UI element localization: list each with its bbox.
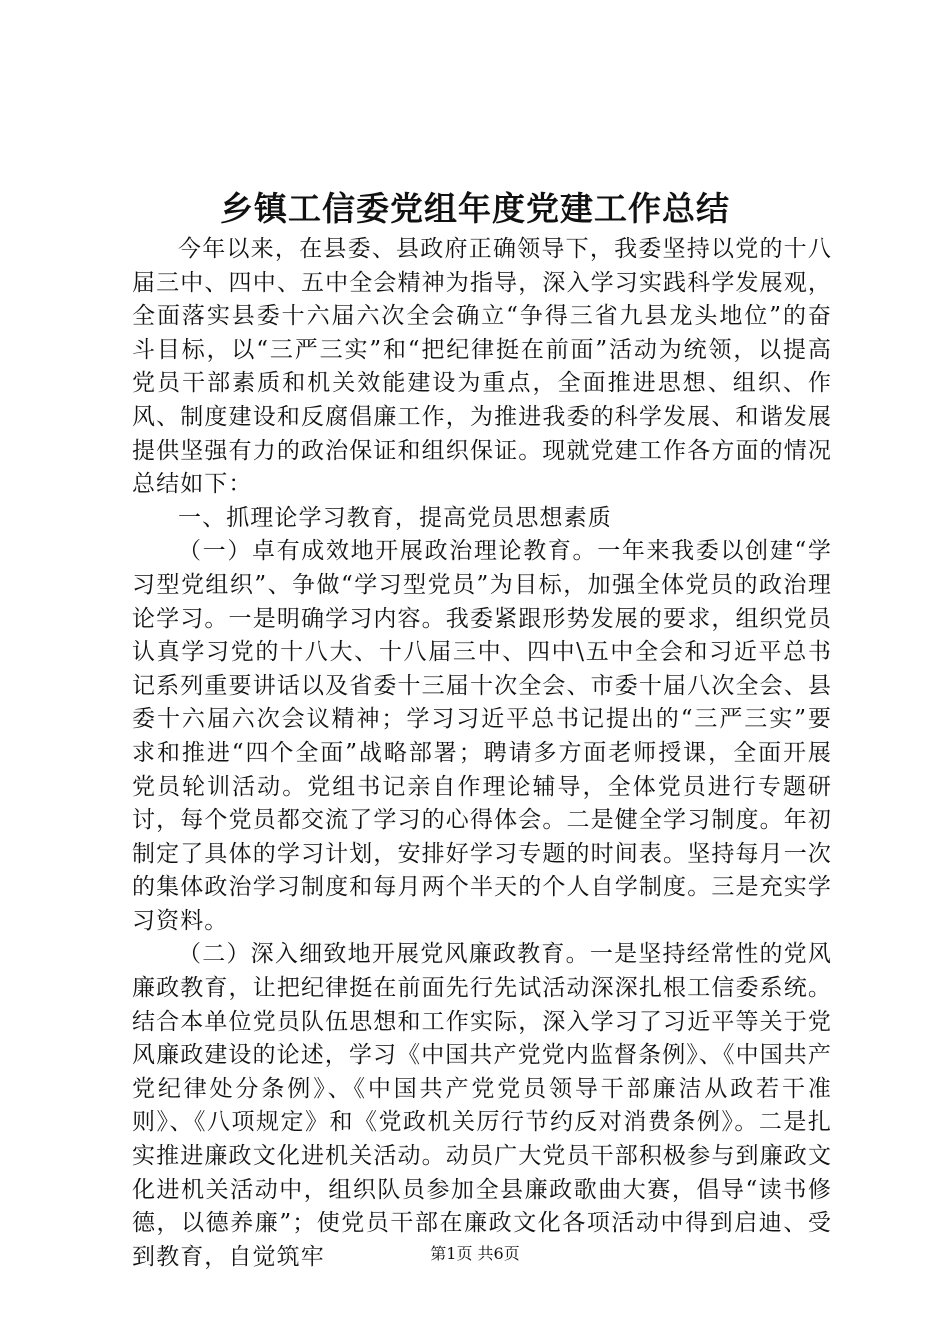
page-number-footer: 第1页 共6页 [430,1244,520,1263]
document-title: 乡镇工信委党组年度党建工作总结 [220,189,730,228]
document-body [132,233,832,1274]
paragraph-subsection-2: （二）深入细致地开展党风廉政教育。一是坚持经常性的党风廉政教育，让把纪律挺在前面先行先试活动深深扎根工信委系统。结合本单位党员队伍思想和工作实际，深入学习了习近平等关于党风廉政建设的论述，学习《中国共产党党内监督条例》、《中国共产党纪律处分条例》、《中国共产党党员领导干部廉洁从政若干准则》、《八项规定》和《党政机关厉行节约反对消费条例》。二是扎实推进廉政文化进机关活动。动员广大党员干部积极参与到廉政文化进机关活动中，组织队员参加全县廉政歌曲大赛，倡导“读书修德，以德养廉”；使党员干部在廉政文化各项活动中得到启迪、受到教育，自觉筑牢 [132,941,832,1270]
paragraph-intro: 今年以来，在县委、县政府正确领导下，我委坚持以党的十八届三中、四中、五中全会精神为指导，深入学习实践科学发展观，全面落实县委十六届六次全会确立“争得三省九县龙头地位”的奋斗目标，以“三严三实”和“把纪律挺在前面”活动为统领，以提高党员干部素质和机关效能建设为重点，全面推进思想、组织、作风、制度建设和反腐倡廉工作，为推进我委的科学发展、和谐发展提供坚强有力的政治保证和组织保证。现就党建工作各方面的情况总结如下： [132,236,832,498]
paragraph-subsection-1: （一）卓有成效地开展政治理论教育。一年来我委以创建“学习型党组织”、争做“学习型党员”为目标，加强全体党员的政治理论学习。一是明确学习内容。我委紧跟形势发展的要求，组织党员认真学习党的十八大、十八届三中、四中\五中全会和习近平总书记系列重要讲话以及省委十三届十次全会、市委十届八次全会、县委十六届六次会议精神；学习习近平总书记提出的“三严三实”要求和推进“四个全面”战略部署；聘请多方面老师授课，全面开展党员轮训活动。党组书记亲自作理论辅导，全体党员进行专题研讨，每个党员都交流了学习的心得体会。二是健全学习制度。年初制定了具体的学习计划，安排好学习专题的时间表。坚持每月一次的集体政治学习制度和每月两个半天的个人自学制度。三是充实学习资料。 [132,538,832,934]
section-heading-1: 一、抓理论学习教育，提高党员思想素质 [178,504,612,531]
